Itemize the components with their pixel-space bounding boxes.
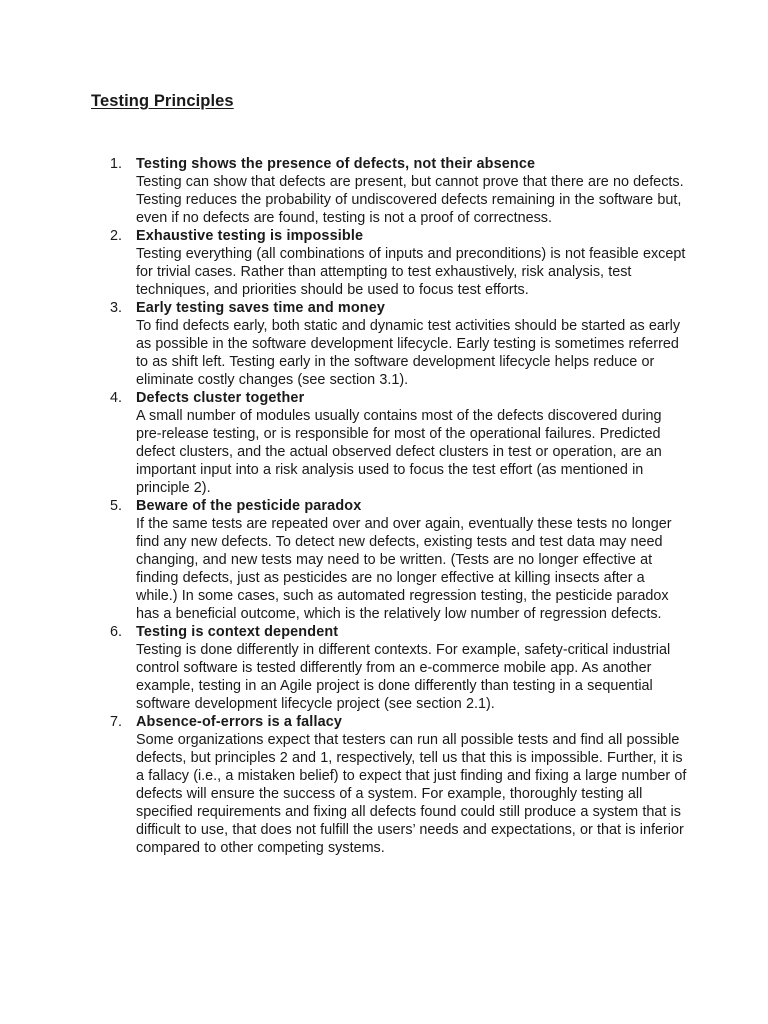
principle-text: A small number of modules usually contains most of the defects discovered during pre-release testing, or is responsible for most of the operational failures. Predicted defect clusters, and the actual observed defect clusters in test or operation, are an important input into a risk analysis used to focus the test effort (as mentioned in principle 2). <box>136 408 662 496</box>
principle-item-6 <box>110 623 690 713</box>
principles-list <box>110 155 690 857</box>
principle-heading: Early testing saves time and money <box>136 300 386 316</box>
principle-heading: Beware of the pesticide paradox <box>136 498 362 514</box>
principle-heading: Testing is context dependent <box>136 624 339 640</box>
principle-item-5 <box>110 497 690 623</box>
principle-number: 2. <box>110 228 123 244</box>
principle-text: If the same tests are repeated over and over again, eventually these tests no longer find any new defects. To detect new defects, existing tests and test data may need changing, and new tests may need to be written. (Tests are no longer effective at finding defects, just as pesticides are no longer effective at killing insects after a while.) In some cases, such as automated regression testing, the pesticide paradox has a beneficial outcome, which is the relatively low number of regression defects. <box>136 516 672 622</box>
principle-number: 4. <box>110 390 123 406</box>
principle-item-7 <box>110 713 690 857</box>
principle-text: Testing everything (all combinations of inputs and preconditions) is not feasible except for trivial cases. Rather than attempting to test exhaustively, risk analysis, test techniques, and priorities should be used to focus test efforts. <box>136 246 686 298</box>
principle-number: 3. <box>110 300 123 316</box>
principle-heading: Exhaustive testing is impossible <box>136 228 364 244</box>
page-title: Testing Principles <box>91 92 234 110</box>
principle-heading: Testing shows the presence of defects, not their absence <box>136 156 536 172</box>
principle-number: 7. <box>110 714 123 730</box>
principle-text: Testing is done differently in different contexts. For example, safety-critical industrial control software is tested differently from an e-commerce mobile app. As another example, testing in an Agile project is done differently than testing in a sequential software development lifecycle project (see section 2.1). <box>136 642 671 712</box>
principle-item-2 <box>110 227 690 299</box>
principle-item-3 <box>110 299 690 389</box>
principle-number: 6. <box>110 624 123 640</box>
principle-heading: Defects cluster together <box>136 390 305 406</box>
principle-text: To find defects early, both static and dynamic test activities should be started as early as possible in the software development lifecycle. Early testing is sometimes referred to as shift left. Testing early in the software development lifecycle helps reduce or eliminate costly changes (see section 3.1). <box>136 318 681 388</box>
principle-text: Testing can show that defects are present, but cannot prove that there are no defects. Testing reduces the probability of undiscovered defects remaining in the software but, even if no defects are found, testing is not a proof of correctness. <box>136 174 684 226</box>
principle-item-4 <box>110 389 690 497</box>
principle-item-1 <box>110 155 690 227</box>
principle-heading: Absence-of-errors is a fallacy <box>136 714 343 730</box>
principle-number: 5. <box>110 498 123 514</box>
principle-number: 1. <box>110 156 123 172</box>
principle-text: Some organizations expect that testers can run all possible tests and find all possible defects, but principles 2 and 1, respectively, tell us that this is impossible. Further, it is a fallacy (i.e., a mistaken belief) to expect that just finding and fixing a large number of defects will ensure the success of a system. For example, thoroughly testing all specified requirements and fixing all defects found could still produce a system that is difficult to use, that does not fulfill the users’ needs and expectations, or that is inferior compared to other competing systems. <box>136 732 687 856</box>
